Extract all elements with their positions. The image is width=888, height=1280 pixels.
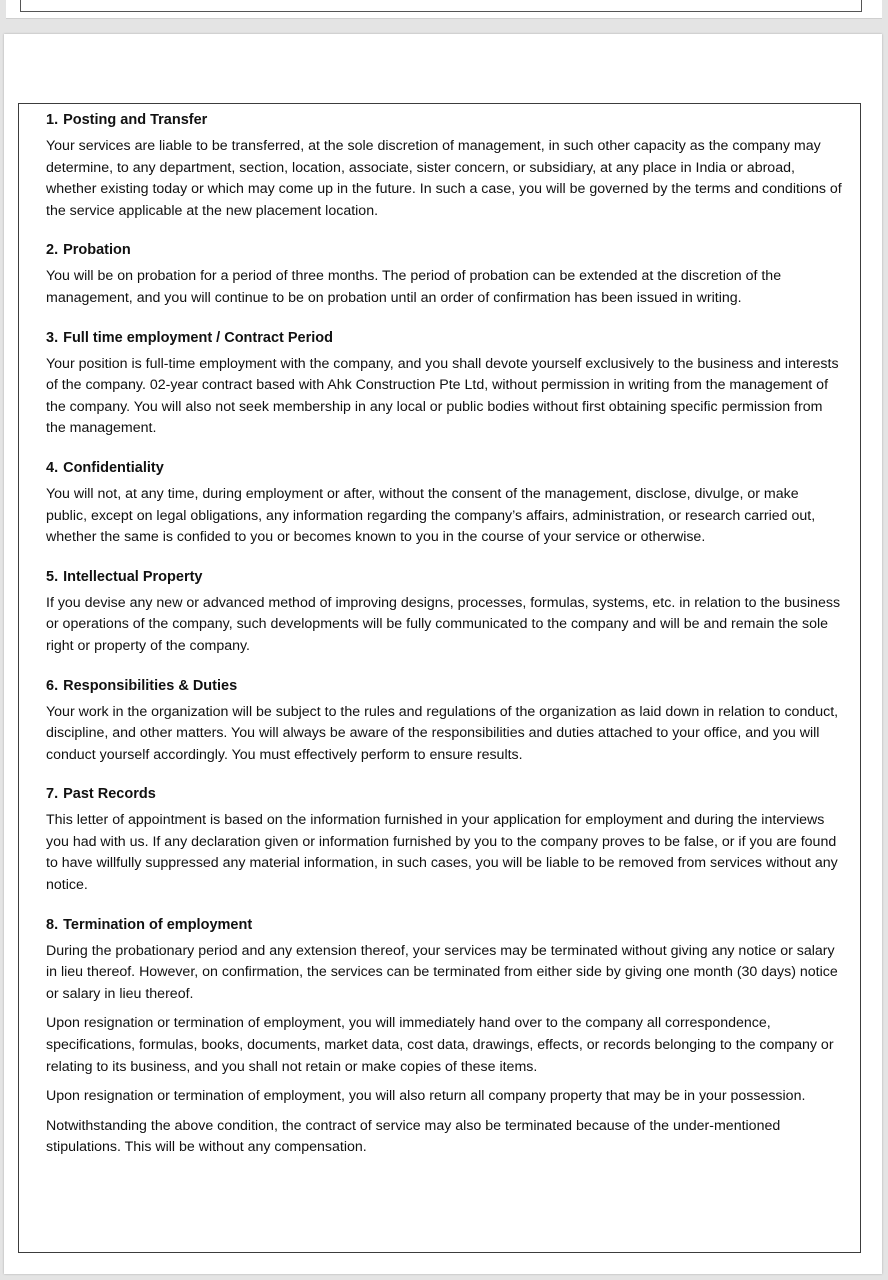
- section-responsibilities-and-duties: [46, 676, 842, 767]
- section-title: Responsibilities & Duties: [63, 677, 238, 694]
- previous-page-edge: [6, 0, 882, 19]
- section-number: 4.: [46, 459, 59, 476]
- section-paragraph: Your position is full-time employment with the company, and you shall devote yourself exclusively to the business and interests of the company. 02-year contract based with Ahk Construction Pte Ltd, without permission in writing from the management of the company. You will also not seek membership in any local or public bodies without first obtaining specific permission from the management.: [46, 355, 839, 437]
- document-body: [46, 110, 842, 1167]
- section-number: 8.: [46, 916, 59, 933]
- section-number: 2.: [46, 242, 59, 259]
- section-title: Termination of employment: [63, 916, 253, 933]
- section-number: 3.: [46, 329, 59, 346]
- section-heading: [46, 567, 842, 587]
- section-confidentiality: [46, 458, 842, 549]
- section-termination-of-employment: [46, 915, 842, 1159]
- section-paragraph: Your work in the organization will be subject to the rules and regulations of the organization as laid down in relation to conduct, discipline, and other matters. You will always be aware of the responsibilities and duties attached to your office, and you will conduct yourself accordingly. You must effectively perform to ensure results.: [46, 703, 839, 763]
- section-heading: [46, 110, 842, 130]
- section-title: Full time employment / Contract Period: [63, 329, 333, 346]
- section-paragraph: Your services are liable to be transferred, at the sole discretion of management, in such other capacity as the company may determine, to any department, section, location, associate, sister concern, or subsidiary, at any place in India or abroad, whether existing today or which may come up in the future. In such a case, you will be governed by the terms and conditions of the service applicable at the new placement location.: [46, 138, 842, 219]
- section-title: Intellectual Property: [63, 568, 203, 585]
- section-paragraph: Upon resignation or termination of employment, you will also return all company property that may be in your possession.: [46, 1088, 806, 1105]
- section-heading: [46, 240, 842, 260]
- section-paragraph: You will not, at any time, during employment or after, without the consent of the management, disclose, divulge, or make public, except on legal obligations, any information regarding the company’s affairs, administration, or research carried out, whether the same is confided to you or becomes known to you in the course of your service or otherwise.: [46, 485, 816, 546]
- section-paragraph: Upon resignation or termination of employment, you will immediately hand over to the company all correspondence, specifications, formulas, books, documents, market data, cost data, drawings, effects, or records belonging to the company or relating to its business, and you shall not retain or make copies of these items.: [46, 1015, 834, 1075]
- section-title: Confidentiality: [63, 459, 164, 476]
- section-heading: [46, 915, 842, 935]
- section-probation: [46, 240, 842, 309]
- section-number: 1.: [46, 112, 59, 128]
- section-paragraph: This letter of appointment is based on the information furnished in your application for employment and during the interviews you had with us. If any declaration given or information furnished by you to the company proves to be false, or if you are found to have willfully suppressed any material information, in such cases, you will be liable to be removed from services without any notice.: [46, 812, 838, 894]
- previous-page-frame: [20, 0, 862, 12]
- section-heading: [46, 676, 842, 696]
- section-past-records: [46, 784, 842, 896]
- section-paragraph: If you devise any new or advanced method of improving designs, processes, formulas, systems, etc. in relation to the business or operations of the company, such developments will be fully communicated to the company and will be and remain the sole right or property of the company.: [46, 594, 841, 654]
- section-full-time-employment: [46, 328, 842, 440]
- section-title: Past Records: [63, 786, 156, 803]
- section-title: Probation: [63, 242, 131, 259]
- section-paragraph: During the probationary period and any extension thereof, your services may be terminated without giving any notice or salary in lieu thereof. However, on confirmation, the services can be terminated from either side by giving one month (30 days) notice or salary in lieu thereof.: [46, 942, 838, 1002]
- document-page: [4, 34, 882, 1274]
- section-title: Posting and Transfer: [63, 112, 208, 128]
- section-paragraph: Notwithstanding the above condition, the contract of service may also be terminated because of the under-mentioned stipulations. This will be without any compensation.: [46, 1117, 781, 1156]
- section-paragraph: You will be on probation for a period of three months. The period of probation can be extended at the discretion of the management, and you will continue to be on probation until an order of confirmation has been issued in writing.: [46, 268, 782, 306]
- section-heading: [46, 784, 842, 804]
- section-intellectual-property: [46, 567, 842, 658]
- section-number: 7.: [46, 786, 59, 803]
- section-heading: [46, 328, 842, 348]
- section-heading: [46, 458, 842, 478]
- section-number: 6.: [46, 677, 59, 694]
- section-number: 5.: [46, 568, 59, 585]
- section-posting-and-transfer: [46, 110, 842, 222]
